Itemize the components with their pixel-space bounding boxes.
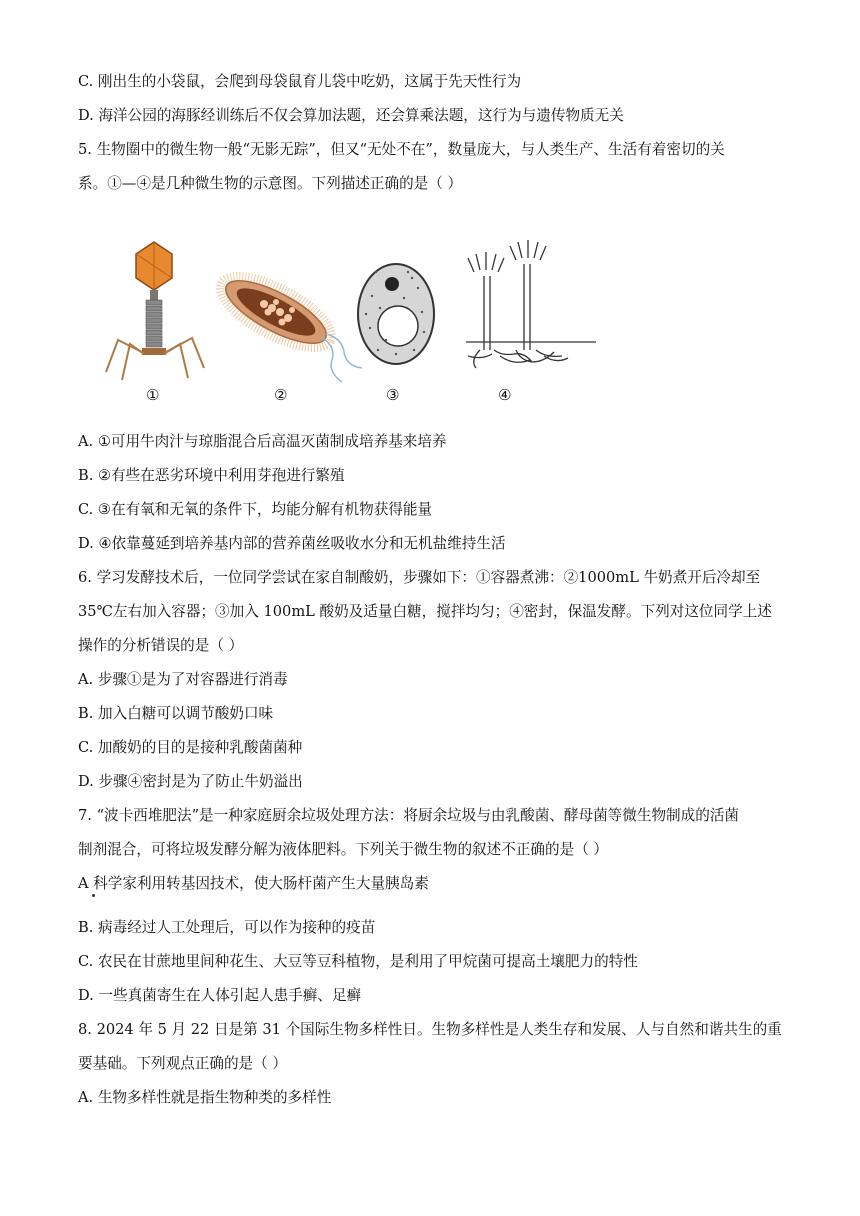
q4-option-d: D. 海洋公园的海豚经训练后不仅会算加法题，还会算乘法题，这行为与遗传物质无关: [78, 107, 624, 124]
q5-stem-line1: 5. 生物圈中的微生物一般“无影无踪”，但又“无处不在”，数量庞大，与人类生产、生活有着密切的关: [78, 141, 725, 158]
q6-stem-line3: 操作的分析错误的是（ ）: [78, 637, 244, 654]
q6-option-a: A. 步骤①是为了对容器进行消毒: [78, 671, 288, 688]
q6-stem-line2: 35℃左右加入容器；③加入 100mL 酸奶及适量白糖，搅拌均匀；④密封，保温发酵。下列对这位同学上述: [78, 603, 772, 620]
stray-dot: [92, 894, 95, 897]
q8-stem-line1: 8. 2024 年 5 月 22 日是第 31 个国际生物多样性日。生物多样性是人类生存和发展、人与自然和谐共生的重: [78, 1021, 782, 1038]
q6-stem-line1: 6. 学习发酵技术后，一位同学尝试在家自制酸奶，步骤如下：①容器煮沸：②1000mL 牛奶煮开后冷却至: [78, 569, 761, 586]
q5-stem-line2: 系。①—④是几种微生物的示意图。下列描述正确的是（ ）: [78, 175, 463, 192]
q5-option-d: D. ④依靠蔓延到培养基内部的营养菌丝吸收水分和无机盐维持生活: [78, 535, 506, 552]
figure-label-4: ④: [498, 386, 512, 404]
q7-option-b: B. 病毒经过人工处理后，可以作为接种的疫苗: [78, 919, 376, 936]
q7-stem-line2: 制剂混合，可将垃圾发酵分解为液体肥料。下列关于微生物的叙述不正确的是（ ）: [78, 841, 609, 858]
bacteriophage-icon: [106, 242, 204, 380]
figure-label-3: ③: [386, 386, 400, 404]
q6-option-b: B. 加入白糖可以调节酸奶口味: [78, 705, 274, 722]
figure-label-1: ①: [146, 386, 160, 404]
q6-option-c: C. 加酸奶的目的是接种乳酸菌菌种: [78, 739, 303, 756]
q8-stem-line2: 要基础。下列观点正确的是（ ）: [78, 1055, 287, 1072]
mold-fungus-icon: [466, 240, 596, 368]
q5-option-b: B. ②有些在恶劣环境中利用芽孢进行繁殖: [78, 467, 345, 484]
figure-label-2: ②: [274, 386, 288, 404]
q5-option-a: A. ①可用牛肉汁与琼脂混合后高温灭菌制成培养基来培养: [78, 433, 447, 450]
q7-stem-line1: 7. “波卡西堆肥法”是一种家庭厨余垃圾处理方法：将厨余垃圾与由乳酸菌、酵母菌等微生物制成的活菌: [78, 807, 740, 824]
bacterium-icon: [210, 262, 362, 382]
q7-option-d: D. 一些真菌寄生在人体引起人患手癣、足癣: [78, 987, 362, 1004]
q7-option-c: C. 农民在甘蔗地里间种花生、大豆等豆科植物，是利用了甲烷菌可提高土壤肥力的特性: [78, 953, 638, 970]
microorganism-figure: [96, 232, 616, 412]
q4-option-c: C. 刚出生的小袋鼠，会爬到母袋鼠育儿袋中吃奶，这属于先天性行为: [78, 73, 522, 90]
q5-option-c: C. ③在有氧和无氧的条件下，均能分解有机物获得能量: [78, 501, 433, 518]
q7-option-a: A 科学家利用转基因技术，使大肠杆菌产生大量胰岛素: [78, 875, 429, 892]
yeast-cell-icon: [358, 264, 434, 364]
q8-option-a: A. 生物多样性就是指生物种类的多样性: [78, 1089, 332, 1106]
q6-option-d: D. 步骤④密封是为了防止牛奶溢出: [78, 773, 303, 790]
